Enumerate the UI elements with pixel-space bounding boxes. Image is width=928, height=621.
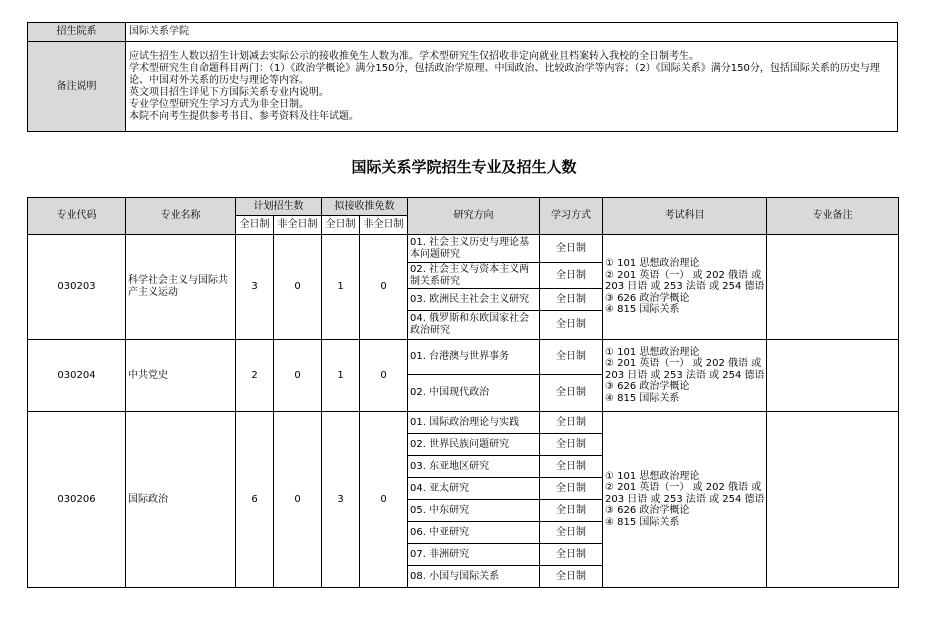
direction: 04. 亚太研究 bbox=[408, 478, 540, 500]
rec-parttime: 0 bbox=[360, 340, 408, 412]
exam-line: ③ 626 政治学概论 bbox=[605, 292, 690, 304]
study-mode: 全日制 bbox=[540, 412, 603, 434]
header-recommend: 拟接收推免数 bbox=[322, 198, 408, 216]
study-mode: 全日制 bbox=[540, 235, 603, 263]
study-mode: 全日制 bbox=[540, 289, 603, 311]
header-rec-fulltime: 全日制 bbox=[322, 216, 360, 235]
page-title: 国际关系学院招生专业及招生人数 bbox=[351, 158, 577, 176]
exam-subjects bbox=[603, 412, 767, 588]
plan-fulltime: 2 bbox=[236, 340, 274, 412]
major-code: 030204 bbox=[28, 340, 126, 412]
direction: 02. 世界民族问题研究 bbox=[408, 434, 540, 456]
direction: 02. 社会主义与资本主义两制关系研究 bbox=[408, 263, 540, 289]
header-name: 专业名称 bbox=[126, 198, 236, 235]
table-row bbox=[28, 340, 899, 375]
note-label: 备注说明 bbox=[28, 42, 126, 132]
study-mode: 全日制 bbox=[540, 522, 603, 544]
direction: 01. 台港澳与世界事务 bbox=[408, 340, 540, 375]
direction: 06. 中亚研究 bbox=[408, 522, 540, 544]
note-content bbox=[126, 42, 898, 132]
study-mode: 全日制 bbox=[540, 544, 603, 566]
exam-subjects bbox=[603, 235, 767, 340]
direction: 05. 中东研究 bbox=[408, 500, 540, 522]
plan-parttime: 0 bbox=[274, 412, 322, 588]
note-line: 应试生招生人数以招生计划减去实际公示的接收推免生人数为准。学术型研究生仅招收非定向就业且档案转入我校的全日制考生。 bbox=[129, 50, 699, 62]
exam-line: ④ 815 国际关系 bbox=[605, 304, 680, 316]
rec-fulltime: 1 bbox=[322, 235, 360, 340]
header-code: 专业代码 bbox=[28, 198, 126, 235]
study-mode: 全日制 bbox=[540, 263, 603, 289]
exam-line: ② 201 英语（一） 或 202 俄语 或 203 日语 或 253 法语 或 254 德语 bbox=[605, 358, 765, 381]
dept-value: 国际关系学院 bbox=[126, 23, 898, 42]
exam-line: ① 101 思想政治理论 bbox=[605, 258, 700, 270]
majors-table bbox=[27, 197, 899, 588]
rec-parttime: 0 bbox=[360, 235, 408, 340]
direction: 07. 非洲研究 bbox=[408, 544, 540, 566]
study-mode: 全日制 bbox=[540, 456, 603, 478]
study-mode: 全日制 bbox=[540, 340, 603, 375]
exam-subjects bbox=[603, 340, 767, 412]
plan-parttime: 0 bbox=[274, 235, 322, 340]
study-mode: 全日制 bbox=[540, 434, 603, 456]
direction: 08. 小国与国际关系 bbox=[408, 566, 540, 588]
exam-line: ② 201 英语（一） 或 202 俄语 或 203 日语 或 253 法语 或 254 德语 bbox=[605, 269, 765, 293]
note-line: 学术型研究生自命题科目两门：（1）《政治学概论》满分150分，包括政治学原理、中国政治、比较政治学等内容；（2）《国际关系》满分150分，包括国际关系的历史与理论、中国对外关系的历史与理论等内容。 bbox=[129, 62, 880, 86]
major-code: 030203 bbox=[28, 235, 126, 340]
info-table bbox=[27, 22, 898, 132]
direction: 03. 东亚地区研究 bbox=[408, 456, 540, 478]
exam-line: ③ 626 政治学概论 bbox=[605, 505, 690, 517]
direction: 04. 俄罗斯和东欧国家社会政治研究 bbox=[408, 311, 540, 340]
major-remark bbox=[767, 412, 899, 588]
header-plan-parttime: 非全日制 bbox=[274, 216, 322, 235]
study-mode: 全日制 bbox=[540, 566, 603, 588]
exam-line: ③ 626 政治学概论 bbox=[605, 381, 690, 393]
rec-fulltime: 3 bbox=[322, 412, 360, 588]
direction: 02. 中国现代政治 bbox=[408, 375, 540, 412]
study-mode: 全日制 bbox=[540, 500, 603, 522]
study-mode: 全日制 bbox=[540, 375, 603, 412]
header-plan: 计划招生数 bbox=[236, 198, 322, 216]
header-rec-parttime: 非全日制 bbox=[360, 216, 408, 235]
major-name: 科学社会主义与国际共产主义运动 bbox=[126, 235, 236, 340]
rec-fulltime: 1 bbox=[322, 340, 360, 412]
header-remark: 专业备注 bbox=[767, 198, 899, 235]
direction: 03. 欧洲民主社会主义研究 bbox=[408, 289, 540, 311]
exam-line: ② 201 英语（一） 或 202 俄语 或 203 日语 或 253 法语 或 254 德语 bbox=[605, 482, 765, 505]
header-mode: 学习方式 bbox=[540, 198, 603, 235]
exam-line: ④ 815 国际关系 bbox=[605, 392, 680, 404]
major-code: 030206 bbox=[28, 412, 126, 588]
table-row bbox=[28, 412, 899, 434]
plan-fulltime: 6 bbox=[236, 412, 274, 588]
note-line: 专业学位型研究生学习方式为非全日制。 bbox=[129, 98, 309, 110]
header-plan-fulltime: 全日制 bbox=[236, 216, 274, 235]
major-remark bbox=[767, 340, 899, 412]
note-line: 本院不向考生提供参考书目、参考资料及往年试题。 bbox=[129, 110, 359, 122]
rec-parttime: 0 bbox=[360, 412, 408, 588]
exam-line: ④ 815 国际关系 bbox=[605, 516, 680, 528]
header-exam: 考试科目 bbox=[603, 198, 767, 235]
note-line: 英文项目招生详见下方国际关系专业内说明。 bbox=[129, 86, 329, 98]
plan-parttime: 0 bbox=[274, 340, 322, 412]
major-remark bbox=[767, 235, 899, 340]
direction: 01. 国际政治理论与实践 bbox=[408, 412, 540, 434]
major-name: 中共党史 bbox=[126, 340, 236, 412]
direction: 01. 社会主义历史与理论基本问题研究 bbox=[408, 235, 540, 263]
header-direction: 研究方向 bbox=[408, 198, 540, 235]
plan-fulltime: 3 bbox=[236, 235, 274, 340]
dept-label: 招生院系 bbox=[28, 23, 126, 42]
major-name: 国际政治 bbox=[126, 412, 236, 588]
exam-line: ① 101 思想政治理论 bbox=[605, 470, 700, 482]
study-mode: 全日制 bbox=[540, 478, 603, 500]
exam-line: ① 101 思想政治理论 bbox=[605, 346, 700, 358]
table-row bbox=[28, 235, 899, 263]
study-mode: 全日制 bbox=[540, 311, 603, 340]
